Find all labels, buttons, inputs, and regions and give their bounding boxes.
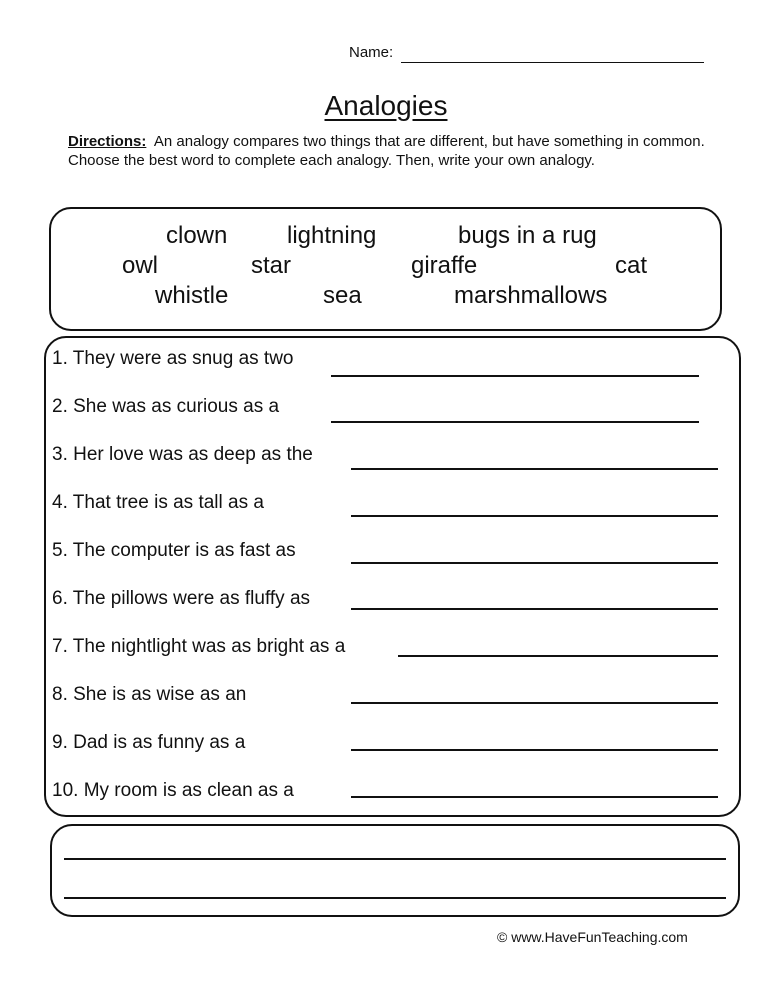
answer-line-3[interactable]: [351, 468, 718, 470]
name-field-line[interactable]: [401, 62, 704, 63]
own-analogy-line-2[interactable]: [64, 897, 726, 899]
word-bank-item: whistle: [155, 282, 229, 309]
copyright-text: © www.HaveFunTeaching.com: [497, 929, 688, 945]
word-bank-item: sea: [323, 282, 362, 309]
directions-text-2: Choose the best word to complete each analogy. Then, write your own analogy.: [68, 152, 595, 169]
name-label: Name:: [349, 44, 394, 61]
own-analogy-line-1[interactable]: [64, 858, 726, 860]
question-10: 10. My room is as clean as a: [52, 780, 294, 801]
question-8: 8. She is as wise as an: [52, 684, 247, 705]
word-bank-item: star: [251, 252, 292, 279]
word-bank-item: lightning: [287, 222, 377, 249]
question-9: 9. Dad is as funny as a: [52, 732, 246, 753]
question-1: 1. They were as snug as two: [52, 348, 294, 369]
page-title: Analogies: [324, 90, 448, 121]
word-bank-item: giraffe: [411, 252, 478, 279]
question-4: 4. That tree is as tall as a: [52, 492, 264, 513]
answer-line-8[interactable]: [351, 702, 718, 704]
answer-line-4[interactable]: [351, 515, 718, 517]
word-bank-item: bugs in a rug: [458, 222, 597, 249]
word-bank-item: marshmallows: [454, 282, 608, 309]
question-2: 2. She was as curious as a: [52, 396, 280, 417]
answer-line-7[interactable]: [398, 655, 718, 657]
directions-label: Directions:: [68, 133, 147, 150]
answer-line-10[interactable]: [351, 796, 718, 798]
word-bank-item: clown: [166, 222, 228, 249]
answer-line-1[interactable]: [331, 375, 699, 377]
question-5: 5. The computer is as fast as: [52, 540, 296, 561]
question-7: 7. The nightlight was as bright as a: [52, 636, 346, 657]
answer-line-2[interactable]: [331, 421, 699, 423]
word-bank-item: cat: [615, 252, 648, 279]
question-3: 3. Her love was as deep as the: [52, 444, 313, 465]
directions-text-1: An analogy compares two things that are different, but have something in common.: [153, 133, 705, 150]
answer-line-5[interactable]: [351, 562, 718, 564]
answer-line-6[interactable]: [351, 608, 718, 610]
question-6: 6. The pillows were as fluffy as: [52, 588, 311, 609]
answer-line-9[interactable]: [351, 749, 718, 751]
own-analogy-box: [50, 824, 740, 917]
directions: [68, 132, 718, 170]
word-bank-item: owl: [122, 252, 159, 279]
